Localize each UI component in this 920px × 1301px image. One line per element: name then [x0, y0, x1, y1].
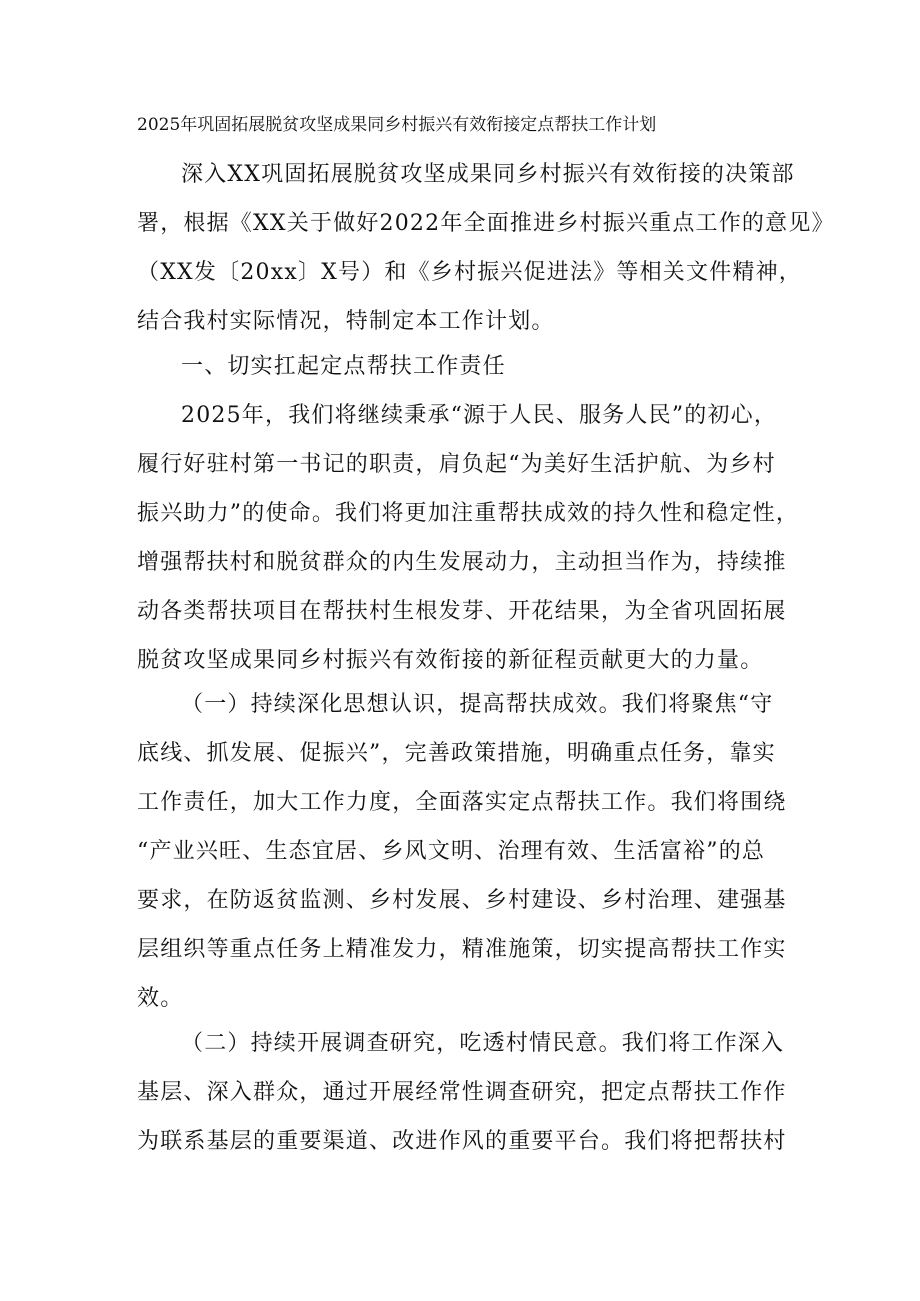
- paragraph-line: 基层、深入群众，通过开展经常性调查研究，把定点帮扶工作作: [137, 1080, 787, 1105]
- paragraph-line: 层组织等重点任务上精准发力，精准施策，切实提高帮扶工作实: [137, 937, 787, 962]
- paragraph-line: 底线、抓发展、促振兴”，完善政策措施，明确重点任务，靠实: [137, 741, 776, 766]
- intro-line: 深入XX巩固拓展脱贫攻坚成果同乡村振兴有效衔接的决策部: [181, 162, 795, 187]
- intro-paragraph: [137, 150, 835, 346]
- intro-line: （XX发〔20xx〕X号）和《乡村振兴促进法》等相关文件精神，: [137, 260, 802, 285]
- paragraph-line: 效。: [137, 986, 184, 1011]
- section-one-paragraph: [137, 391, 800, 685]
- paragraph-line: 工作责任，加大工作力度，全面落实定点帮扶工作。我们将围绕: [137, 790, 787, 815]
- section-heading-text: 一、切实扛起定点帮扶工作责任: [181, 354, 506, 379]
- paragraph-line: 增强帮扶村和脱贫群众的内生发展动力，主动担当作为，持续推: [137, 550, 787, 575]
- paragraph-line: 2025年，我们将继续秉承“源于人民、服务人民”的初心，: [181, 403, 778, 428]
- intro-line: 结合我村实际情况，特制定本工作计划。: [137, 309, 555, 334]
- paragraph-line: （一）持续深化思想认识，提高帮扶成效。我们将聚焦“守: [181, 692, 774, 717]
- paragraph-line: 为联系基层的重要渠道、改进作风的重要平台。我们将把帮扶村: [137, 1129, 787, 1154]
- paragraph-line: 脱贫攻坚成果同乡村振兴有效衔接的新征程贡献更大的力量。: [137, 648, 764, 673]
- paragraph-line: （二）持续开展调查研究，吃透村情民意。我们将工作深入: [181, 1031, 785, 1056]
- intro-line: 署，根据《XX关于做好2022年全面推进乡村振兴重点工作的意见》: [137, 211, 835, 236]
- document-title: 2025年巩固拓展脱贫攻坚成果同乡村振兴有效衔接定点帮扶工作计划: [137, 115, 657, 135]
- paragraph-line: 振兴助力”的使命。我们将更加注重帮扶成效的持久性和稳定性，: [137, 501, 800, 526]
- paragraph-line: 要求，在防返贫监测、乡村发展、乡村建设、乡村治理、建强基: [137, 888, 787, 913]
- item-two-paragraph: [137, 1019, 789, 1166]
- paragraph-line: “产业兴旺、生态宜居、乡风文明、治理有效、生活富裕”的总: [137, 839, 766, 864]
- section-one-heading: [137, 342, 789, 391]
- item-one-paragraph: [137, 680, 789, 1023]
- paragraph-line: 履行好驻村第一书记的职责，肩负起“为美好生活护航、为乡村: [137, 452, 776, 477]
- paragraph-line: 动各类帮扶项目在帮扶村生根发芽、开花结果，为全省巩固拓展: [137, 599, 787, 624]
